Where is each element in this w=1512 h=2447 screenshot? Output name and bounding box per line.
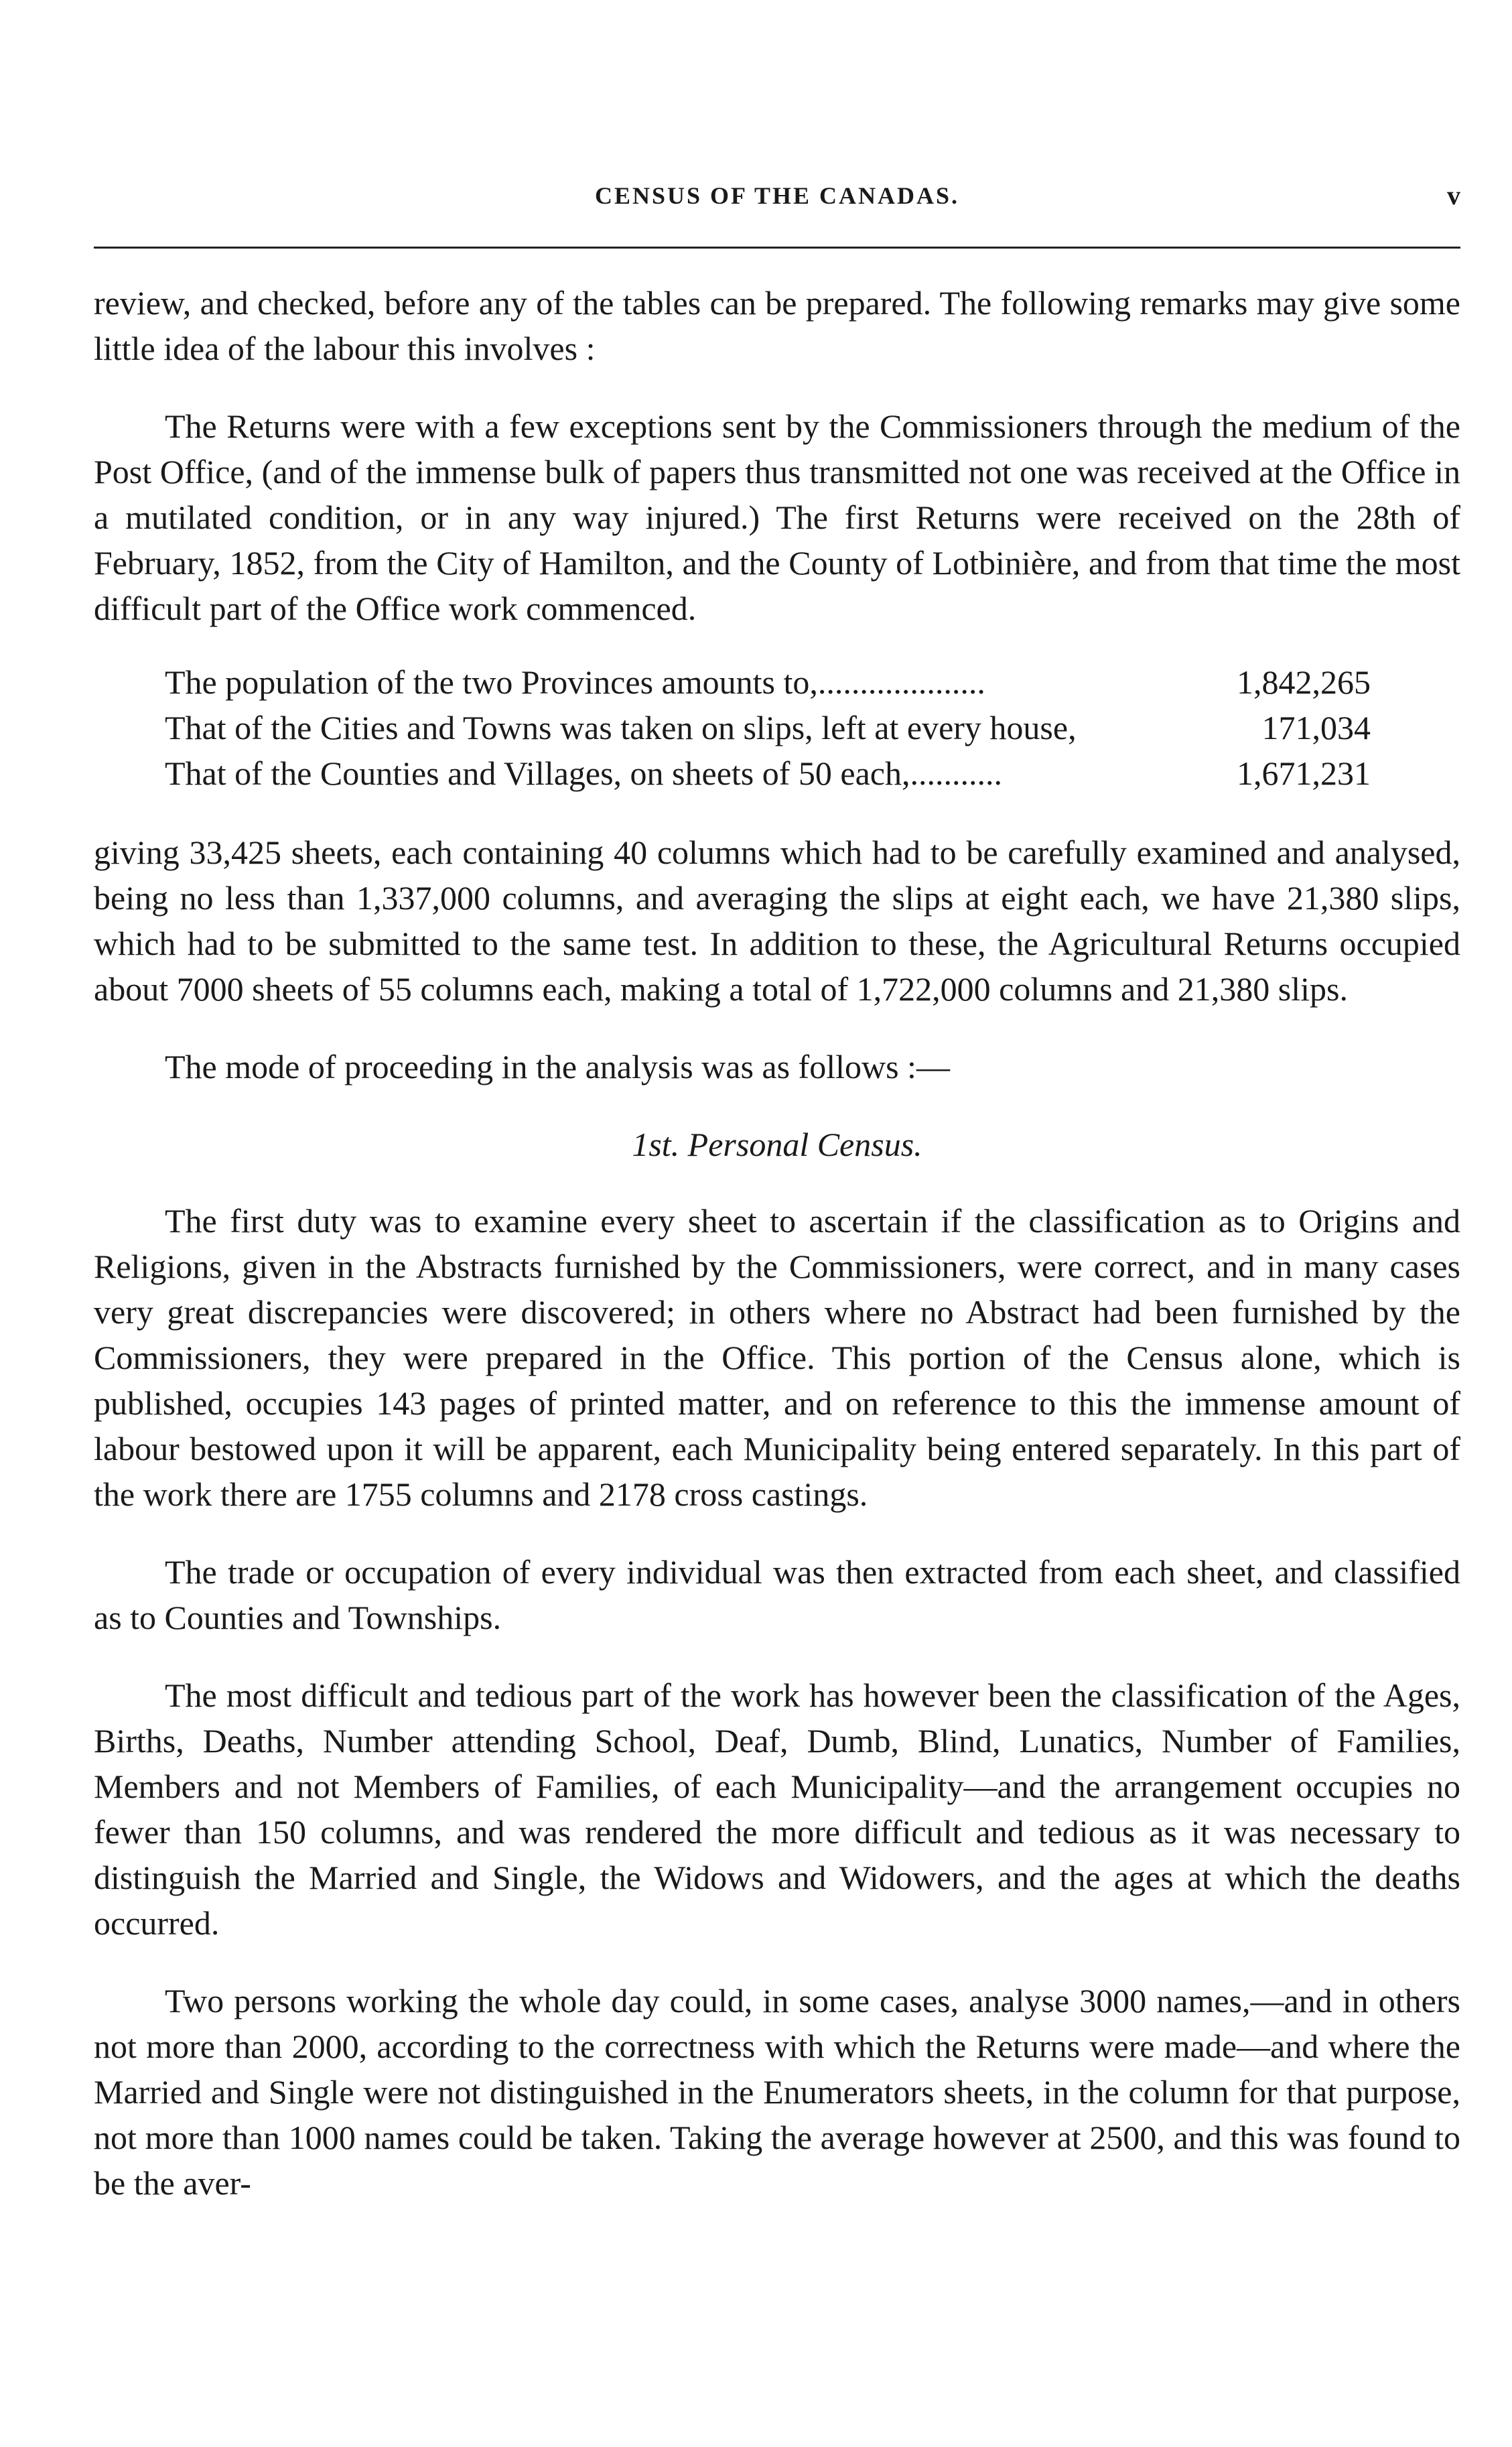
paragraph-2: The Returns were with a few exceptions sent by the Commissioners through the medium of the Post Office, (and of the immense bulk of papers thus transmitted not one was received at the Office in a mutilated condition, or in any way injured.) The first Returns were received on the 28th of February, 1852, from the City of Hamilton, and the County of Lotbinière, and from that time the most difficult part of the Office work commenced.	[94, 407, 1460, 627]
stat-row	[165, 705, 1371, 750]
stat-label: That of the Counties and Villages, on sheets of 50 each,...........	[165, 754, 1002, 792]
header-rule	[94, 247, 1460, 249]
population-stats	[165, 659, 1371, 796]
paragraph-3: giving 33,425 sheets, each containing 40 columns which had to be carefully examined and analysed, being no less than 1,337,000 columns, and averaging the slips at eight each, we have 21,380 slips, which had to be submitted to the same test. In addition to these, the Agricultural Returns occupied about 7000 sheets of 55 columns each, making a total of 1,722,000 columns and 21,380 slips.	[94, 834, 1460, 1008]
stat-value: 1,671,231	[1237, 754, 1371, 792]
stat-label: The population of the two Provinces amounts to,....................	[165, 663, 985, 701]
paragraph-7: The most difficult and tedious part of the work has however been the classification of the Ages, Births, Deaths, Number attending School, Deaf, Dumb, Blind, Lunatics, Number of Families, Members and not Members of Families, of each Municipality—and the arrangement occupies no fewer than 150 columns, and was rendered the more difficult and tedious as it was necessary to distinguish the Married and Single, the Widows and Widowers, and the ages at which the deaths occurred.	[94, 1676, 1460, 1942]
stat-label: That of the Cities and Towns was taken on slips, left at every house,	[165, 709, 1077, 746]
paragraph-8: Two persons working the whole day could, in some cases, analyse 3000 names,—and in others not more than 2000, according to the correctness with which the Returns were made—and where the Married and Single were not distinguished in the Enumerators sheets, in the column for that purpose, not more than 1000 names could be taken. Taking the average however at 2500, and this was found to be the aver-	[94, 1982, 1460, 2202]
stat-row	[165, 750, 1371, 796]
stat-row	[165, 659, 1371, 705]
body-text	[94, 280, 1460, 2206]
stat-value: 171,034	[1261, 709, 1371, 746]
stat-value: 1,842,265	[1237, 663, 1371, 701]
page-number: v	[1447, 180, 1460, 210]
paragraph-5: The first duty was to examine every sheet to ascertain if the classification as to Origins and Religions, given in the Abstracts furnished by the Commissioners, were correct, and in many cases very great discrepancies were discovered; in others where no Abstract had been furnished by the Commissioners, they were prepared in the Office. This portion of the Census alone, which is published, occupies 143 pages of printed matter, and on reference to this the immense amount of labour bestowed upon it will be apparent, each Municipality being entered separately. In this part of the work there are 1755 columns and 2178 cross castings.	[94, 1202, 1460, 1513]
running-title: CENSUS OF THE CANADAS.	[594, 182, 960, 209]
paragraph-1: review, and checked, before any of the tables can be prepared. The following remarks may give some little idea of the labour this involves :	[94, 284, 1460, 367]
paragraph-4: The mode of proceeding in the analysis was as follows :—	[165, 1048, 950, 1085]
section-heading: 1st. Personal Census.	[632, 1126, 922, 1163]
running-head	[94, 176, 1460, 216]
paragraph-6: The trade or occupation of every individual was then extracted from each sheet, and classified as to Counties and Townships.	[94, 1553, 1460, 1636]
